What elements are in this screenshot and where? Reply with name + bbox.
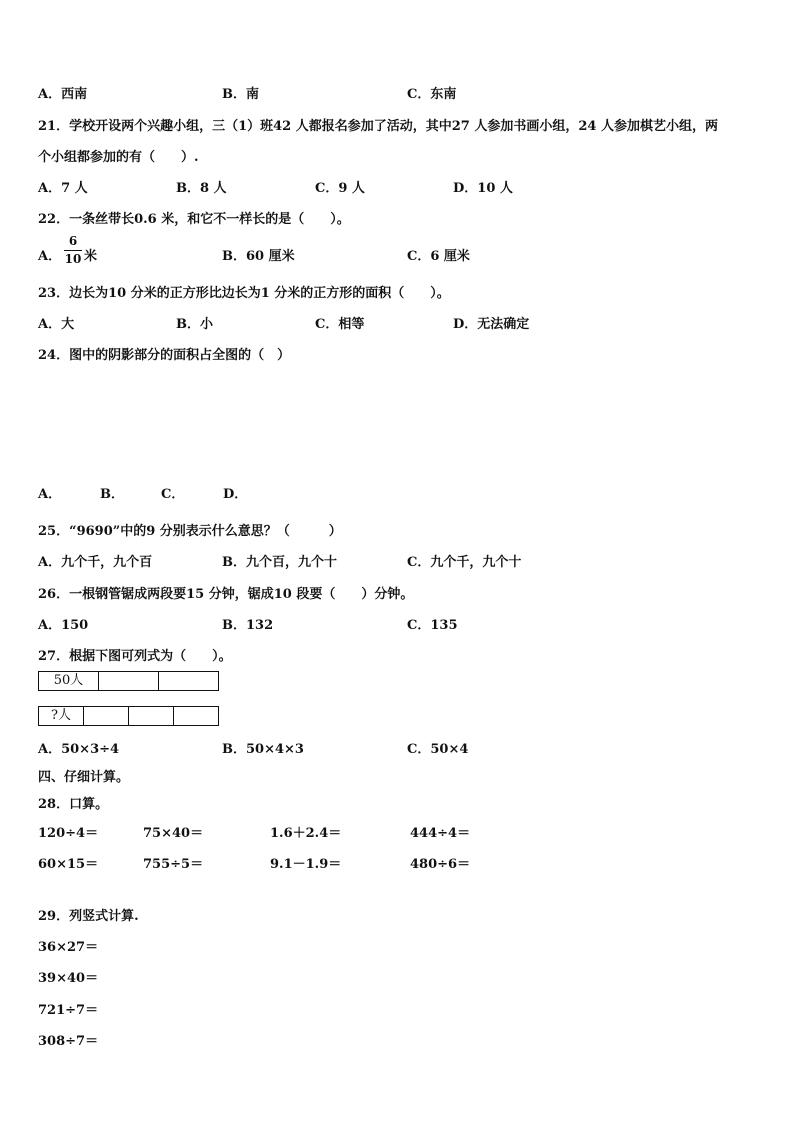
bar-segment [159, 672, 218, 690]
q22-option-a-unit: 米 [84, 249, 98, 264]
calc-item: 9.1－1.9＝ [270, 857, 342, 872]
q26-text: 26．一根钢管锯成两段要15 分钟，锯成10 段要（ ）分钟。 [38, 587, 414, 602]
calc-item: 444÷4＝ [410, 826, 471, 841]
bar-segment [99, 672, 159, 690]
q27-option-c: C．50×4 [407, 742, 469, 757]
q22-option-c: C．6 厘米 [407, 249, 470, 264]
q25-option-b: B．九个百，九个十 [222, 555, 337, 570]
calc-item: 120÷4＝ [38, 826, 99, 841]
q22-option-a-fraction [62, 234, 84, 267]
q24-option-b: B． [100, 487, 124, 502]
q22-text: 22．一条丝带长0.6 米，和它不一样长的是（ ）。 [38, 212, 350, 227]
bar-diagram-top [38, 671, 219, 691]
vertical-calc-item: 721÷7＝ [38, 1003, 99, 1018]
q29-text: 29．列竖式计算. [38, 909, 139, 924]
q20-option-a: A．西南 [38, 87, 88, 102]
bar-segment-labeled: ?人 [39, 707, 84, 725]
q20-option-b: B．南 [222, 87, 259, 102]
q27-option-b: B．50×4×3 [222, 742, 304, 757]
section-heading: 四、仔细计算。 [38, 770, 130, 785]
q27-text: 27．根据下图可列式为（ ）。 [38, 649, 232, 664]
q23-option-a: A．大 [38, 317, 75, 332]
q25-option-c: C．九个千，九个十 [407, 555, 522, 570]
vertical-calc-item: 36×27＝ [38, 940, 99, 955]
q21-option-b: B．8 人 [176, 181, 227, 196]
q21-option-d: D．10 人 [453, 181, 513, 196]
calc-item: 75×40＝ [143, 826, 204, 841]
q26-option-c: C．135 [407, 618, 458, 633]
calc-item: 60×15＝ [38, 857, 99, 872]
q27-option-a: A．50×3÷4 [38, 742, 120, 757]
calc-item: 480÷6＝ [410, 857, 471, 872]
bar-segment-labeled: 50人 [39, 672, 99, 690]
q22-option-b: B．60 厘米 [222, 249, 295, 264]
q24-option-a: A． [38, 487, 62, 502]
calc-item: 755÷5＝ [143, 857, 204, 872]
q22-option-a-prefix: A． [38, 249, 62, 264]
bar-segment [129, 707, 174, 725]
q20-option-c: C．东南 [407, 87, 457, 102]
q25-option-a: A．九个千，九个百 [38, 555, 153, 570]
fraction-numerator: 6 [68, 234, 78, 248]
bar-segment [174, 707, 218, 725]
q24-text: 24．图中的阴影部分的面积占全图的（ ） [38, 348, 291, 363]
q21-text-line1: 21．学校开设两个兴趣小组，三（1）班42 人都报名参加了活动，其中27 人参加书画小组，24 人参加棋艺小组，两 [38, 119, 718, 134]
q21-option-c: C．9 人 [315, 181, 365, 196]
q23-option-c: C．相等 [315, 317, 365, 332]
q25-text: 25．“9690”中的9 分别表示什么意思？（ ） [38, 524, 342, 539]
calc-item: 1.6＋2.4＝ [270, 826, 342, 841]
q23-text: 23．边长为10 分米的正方形比边长为1 分米的正方形的面积（ ）。 [38, 286, 450, 301]
q21-text-line2: 个小组都参加的有（ ）. [38, 150, 199, 165]
fraction-denominator: 10 [64, 252, 82, 266]
q21-option-a: A．7 人 [38, 181, 88, 196]
q23-option-b: B．小 [176, 317, 213, 332]
bar-segment [84, 707, 129, 725]
q26-option-b: B．132 [222, 618, 274, 633]
vertical-calc-item: 39×40＝ [38, 971, 99, 986]
q24-option-c: C． [161, 487, 185, 502]
q28-text: 28．口算。 [38, 797, 109, 812]
q26-option-a: A．150 [38, 618, 89, 633]
bar-diagram-bottom [38, 706, 219, 726]
q23-option-d: D．无法确定 [453, 317, 530, 332]
vertical-calc-item: 308÷7＝ [38, 1034, 99, 1049]
fraction-bar [64, 250, 82, 251]
q24-option-d: D． [223, 487, 248, 502]
